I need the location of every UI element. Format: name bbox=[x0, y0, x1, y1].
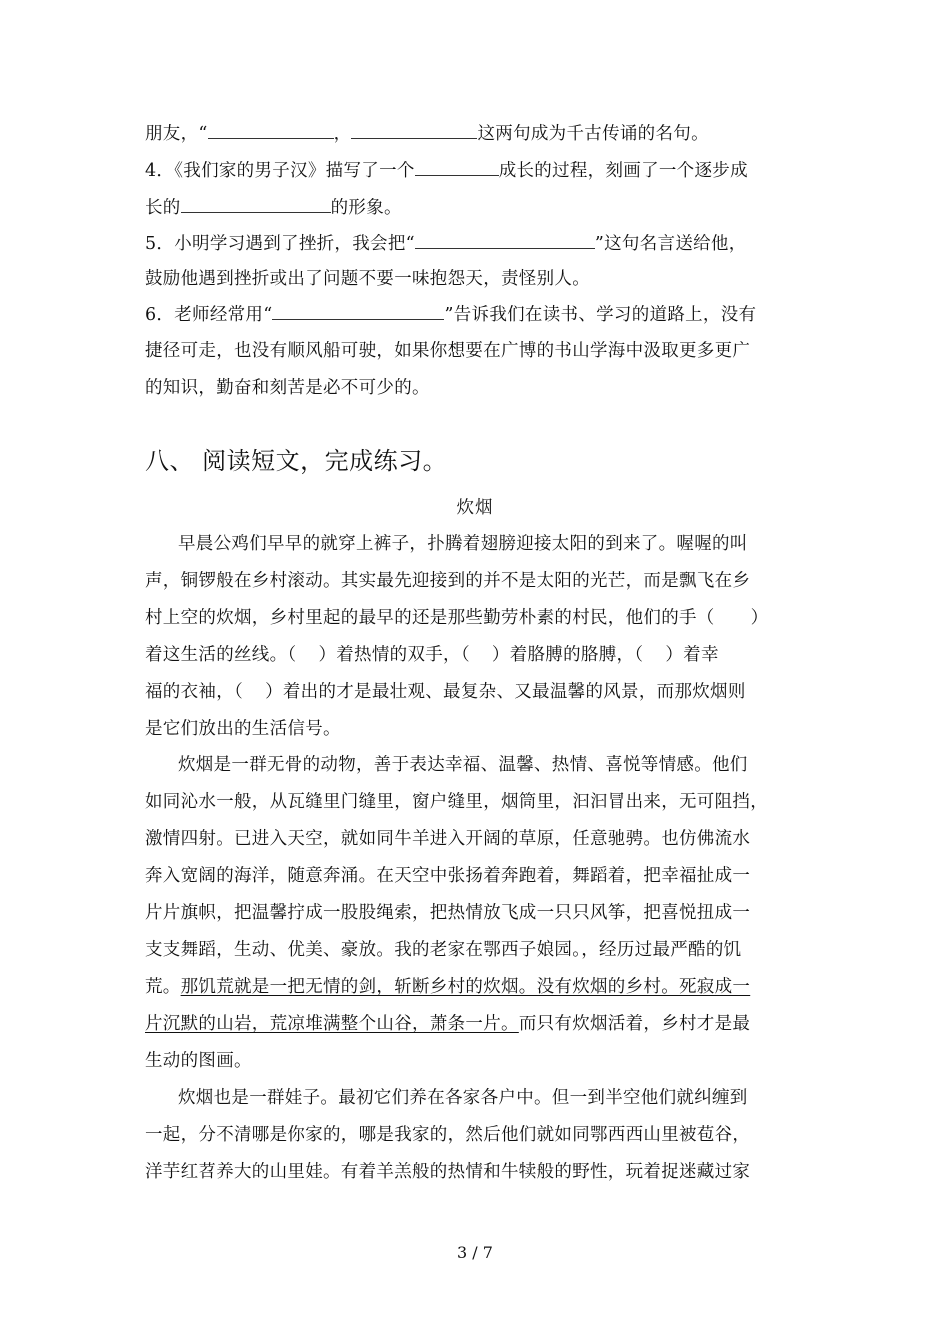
passage-line bbox=[145, 976, 750, 998]
text: ）着出的才是最壮观、最复杂、又最温馨的风景，而那炊烟则 bbox=[265, 682, 746, 702]
passage-line bbox=[145, 681, 746, 703]
passage-line: 炊烟是一群无骨的动物，善于表达幸福、温馨、热情、喜悦等情感。他们 bbox=[178, 755, 748, 775]
text: 的形象。 bbox=[330, 198, 402, 218]
text: 朋友，“ bbox=[145, 124, 208, 144]
text: ”告诉我们在读书、学习的道路上，没有 bbox=[444, 305, 757, 325]
question-6-line-1 bbox=[145, 303, 756, 326]
text: 村上空的炊烟，乡村里起的最早的还是那些勤劳朴素的村民，他们的手（ bbox=[145, 608, 715, 628]
page-number: 3 / 7 bbox=[457, 1243, 493, 1262]
text: ）着幸 bbox=[665, 645, 719, 665]
text: 长的 bbox=[145, 198, 181, 218]
text: 5．小明学习遇到了挫折，我会把“ bbox=[145, 234, 415, 254]
answer-blank[interactable] bbox=[272, 303, 444, 320]
passage-line bbox=[145, 607, 768, 629]
passage-line bbox=[145, 644, 719, 666]
question-5-line-1 bbox=[145, 232, 747, 255]
passage-line: 早晨公鸡们早早的就穿上裤子，扑腾着翅膀迎接太阳的到来了。喔喔的叫 bbox=[178, 534, 748, 554]
passage-line: 炊烟也是一群娃子。最初它们养在各家各户中。但一到半空他们就纠缠到 bbox=[178, 1088, 748, 1108]
text: ， bbox=[333, 124, 352, 144]
text: ）着热情的双手，（ bbox=[318, 645, 470, 665]
question-4-line-1 bbox=[145, 159, 748, 182]
passage-line: 奔入宽阔的海洋，随意奔涌。在天空中张扬着奔跑着，舞蹈着，把幸福扯成一 bbox=[145, 866, 751, 886]
underlined-sentence: 那饥荒就是一把无情的剑，斩断乡村的炊烟。没有炊烟的乡村。死寂成一 bbox=[180, 977, 751, 997]
text: 而只有炊烟活着，乡村才是最 bbox=[518, 1014, 751, 1034]
passage-line: 洋芋红苕养大的山里娃。有着羊羔般的热情和牛犊般的野性，玩着捉迷藏过家 bbox=[145, 1162, 751, 1182]
passage-line: 声，铜锣般在乡村滚动。其实最先迎接到的并不是太阳的光芒，而是飘飞在乡 bbox=[145, 571, 751, 591]
passage-line: 是它们放出的生活信号。 bbox=[145, 719, 341, 739]
question-6-line-2: 捷径可走，也没有顺风船可驶，如果你想要在广博的书山学海中汲取更多更广 bbox=[145, 341, 751, 361]
text: 成长的过程，刻画了一个逐步成 bbox=[498, 161, 748, 181]
question-5-line-2: 鼓励他遇到挫折或出了问题不要一味抱怨天，责怪别人。 bbox=[145, 269, 590, 289]
text: ） bbox=[750, 608, 769, 628]
passage-title: 炊烟 bbox=[456, 498, 494, 518]
question-4-line-2 bbox=[145, 196, 402, 219]
text: ）着胳膊的胳膊，（ bbox=[491, 645, 644, 665]
question-6-line-3: 的知识，勤奋和刻苦是必不可少的。 bbox=[145, 378, 430, 398]
answer-blank[interactable] bbox=[351, 122, 477, 139]
text: 6．老师经常用“ bbox=[145, 305, 273, 325]
text: 这两句成为千古传诵的名句。 bbox=[477, 124, 709, 144]
answer-blank[interactable] bbox=[208, 122, 334, 139]
passage-line: 一起，分不清哪是你家的，哪是我家的，然后他们就如同鄂西西山里被苞谷， bbox=[145, 1125, 751, 1145]
underlined-sentence: 片沉默的山岩，荒凉堆满整个山谷，萧条一片。 bbox=[145, 1014, 519, 1034]
text: 福的衣袖，（ bbox=[145, 682, 244, 702]
passage-line: 片片旗帜，把温馨拧成一股股绳索，把热情放飞成一只只风筝，把喜悦扭成一 bbox=[145, 903, 751, 923]
answer-blank[interactable] bbox=[415, 159, 499, 176]
text: 荒。 bbox=[145, 977, 181, 997]
text: 4．《我们家的男子汉》描写了一个 bbox=[145, 161, 415, 181]
passage-line bbox=[145, 1013, 750, 1035]
passage-line: 支支舞蹈，生动、优美、豪放。我的老家在鄂西子娘园。，经历过最严酷的饥 bbox=[145, 940, 742, 960]
passage-line: 生动的图画。 bbox=[145, 1051, 252, 1071]
answer-blank[interactable] bbox=[181, 196, 331, 213]
question-3-line bbox=[145, 122, 709, 145]
passage-line: 激情四射。已进入天空，就如同牛羊进入开阔的草原，任意驰骋。也仿佛流水 bbox=[145, 829, 751, 849]
passage-line: 如同沁水一般，从瓦缝里门缝里，窗户缝里，烟筒里，汩汩冒出来，无可阻挡， bbox=[145, 792, 768, 812]
text: 着这生活的丝线。（ bbox=[145, 645, 297, 665]
section-heading: 八、 阅读短文，完成练习。 bbox=[145, 447, 448, 475]
text: ”这句名言送给他， bbox=[594, 234, 747, 254]
answer-blank[interactable] bbox=[415, 232, 595, 249]
